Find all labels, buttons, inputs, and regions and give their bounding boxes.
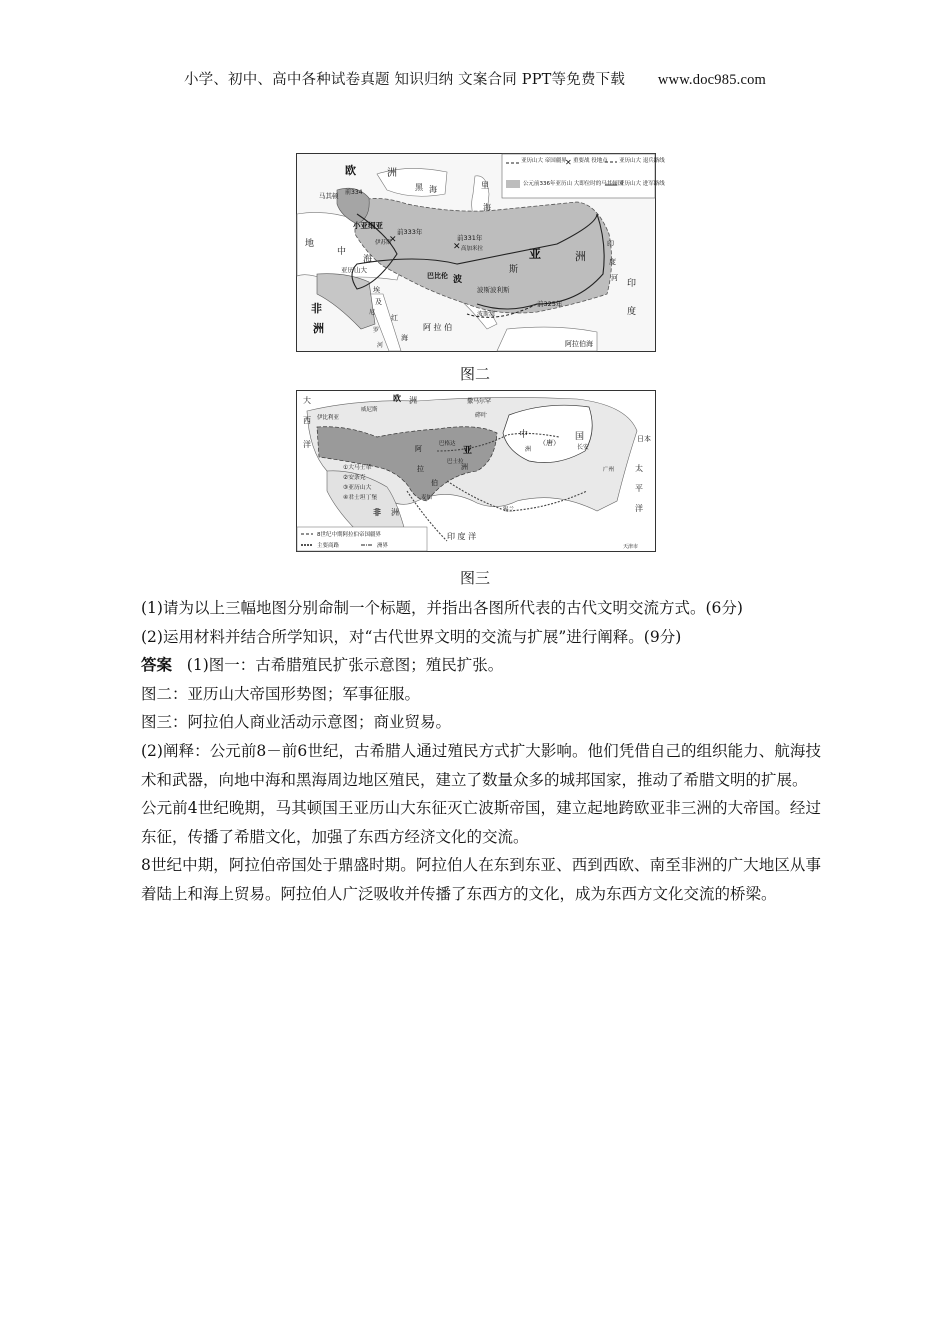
svg-text:亚历山大 帝国疆界 [521, 156, 567, 164]
label-mecca: 麦加 [421, 495, 433, 501]
legend-macedonia-text: 公元前336年亚历山 大即位时的马其顿国 [523, 181, 624, 187]
label-atlantic2: 西 [303, 416, 311, 425]
label-china1: 中 [519, 430, 529, 440]
label-caspian: 里 [481, 181, 489, 190]
label-africa: 非 [311, 302, 322, 315]
label-africa1: 非 [373, 508, 381, 517]
figure3-map [296, 390, 656, 552]
label-arabian-sea: 阿拉伯海 [565, 340, 593, 348]
label-med3: 海 [363, 255, 373, 265]
label-samarkand: 撒马尔罕 [467, 398, 492, 405]
label-alexandria: 亚历山大 [341, 266, 367, 274]
label-persepolis: 波斯波利斯 [477, 286, 510, 294]
label-nile: 尼 [369, 309, 376, 316]
label-indus1: 印 [607, 240, 614, 248]
label-persian-gulf: 波斯湾 [477, 311, 496, 318]
legend-empire-text: 8世纪中期阿拉伯帝国疆界 [317, 532, 382, 538]
figure3-caption: 图三 [459, 569, 490, 587]
label-arabia: 阿 拉 伯 [423, 323, 453, 332]
answer-2-paragraph-2: 公元前4世纪晚期，马其顿国王亚历山大东征灭亡波斯帝国，建立起地跨欧亚非三洲的大帝国。经过东征，传播了希腊文化，加强了东西方经济文化的交流。 [141, 799, 821, 846]
label-indian-ocean: 印 度 洋 [447, 532, 477, 541]
label-year331: 前331年 [457, 234, 483, 242]
legend-route-text: 主要商路 [317, 543, 340, 549]
label-arab2: 拉 [417, 465, 424, 473]
label-venice: 威尼斯 [361, 407, 378, 413]
legend-macedonia-swatch [506, 180, 520, 188]
label-year334: 前334 [345, 189, 363, 196]
legend-battle-icon: ✕ [565, 158, 572, 167]
label-red-sea: 红 [391, 314, 398, 322]
answer-1-line2: 图二：亚历山大帝国形势图；军事征服。 [141, 684, 421, 703]
battle-mark-gaugamela: ✕ [453, 242, 461, 252]
label-japan: 日本 [637, 435, 651, 443]
label-red-sea2: 海 [401, 334, 408, 342]
label-asia2: 洲 [575, 250, 586, 263]
label-egypt: 埃 [373, 286, 380, 294]
label-basra: 巴士拉 [447, 459, 464, 465]
figure2-map [296, 153, 665, 352]
label-babylon: 巴比伦 [427, 272, 448, 280]
label-issus: 伊苏斯 [375, 240, 392, 246]
header-url[interactable]: www.doc985.com [657, 72, 767, 88]
legend-continent-text: 洲界 [377, 543, 389, 549]
label-nile3: 河 [377, 342, 384, 349]
figure2-caption: 图二 [459, 365, 490, 383]
label-guangzhou: 广州 [603, 467, 615, 473]
label-tang: （唐） [539, 439, 560, 447]
answer-label: 答案 [141, 655, 173, 675]
label-iberia: 伊比利亚 [317, 415, 340, 421]
label-pacific2: 平 [635, 484, 643, 493]
label-asia2: 洲 [461, 463, 468, 471]
question-2: (2)运用材料并结合所学知识，对“古代世界文明的交流与扩展”进行阐释。(9分) [141, 627, 682, 646]
answer-line-1 [141, 651, 821, 680]
label-year325: 前325年 [537, 300, 563, 308]
label-china2: 国 [575, 432, 585, 442]
label-asia1: 亚 [529, 247, 542, 261]
legend-retreat-text: 亚历山大 退兵路线 [619, 158, 665, 164]
label-europe2: 洲 [387, 168, 397, 179]
city-list-item: ④君士坦丁堡 [343, 495, 378, 501]
label-atlantic3: 洋 [303, 440, 311, 449]
page-header [0, 68, 950, 89]
label-persia2: 斯 [509, 265, 519, 275]
label-gaugamela: 高加米拉 [461, 246, 484, 252]
legend-border-text: 亚历山大 帝国疆界 [521, 158, 567, 164]
label-europe: 欧 [345, 164, 356, 177]
label-macedonia: 马其顿 [319, 192, 339, 200]
legend-advance-text: 亚历山大 进军路线 [619, 181, 665, 187]
label-suyab: 碎叶 [475, 412, 488, 419]
label-black-sea: 黑 [415, 183, 423, 192]
question-answer-section [141, 594, 821, 909]
label-arab3: 伯 [431, 479, 438, 487]
figure3-credit: 天津市 [623, 544, 639, 550]
city-list-item: ③亚历山大 [343, 485, 372, 491]
label-india2: 度 [627, 307, 637, 317]
legend-battle-text: 重要战 役地点 [573, 158, 608, 164]
city-list-item: ②安条克 [343, 475, 366, 481]
question-1: (1)请为以上三幅地图分别命制一个标题，并指出各图所代表的古代文明交流方式。(6分) [141, 599, 743, 617]
label-europe2: 洲 [409, 396, 417, 405]
label-atlantic1: 大 [303, 396, 311, 405]
label-nile2: 罗 [373, 327, 380, 334]
label-pacific3: 洋 [635, 504, 643, 513]
label-pacific1: 太 [635, 464, 643, 473]
label-med1: 地 [305, 239, 315, 249]
label-arab1: 阿 [415, 445, 422, 453]
answer-2-paragraph-3: 8世纪中期，阿拉伯帝国处于鼎盛时期。阿拉伯人在东到东亚、西到西欧、南至非洲的广大地区从事着陆上和海上贸易。阿拉伯人广泛吸收并传播了东西方的文化，成为东西方文化交流的桥梁。 [141, 856, 821, 903]
label-europe: 欧 [393, 394, 401, 403]
label-persia1: 波 [453, 275, 463, 285]
label-asia1: 亚 [463, 446, 473, 456]
label-year333: 前333年 [397, 228, 423, 236]
label-egypt2: 及 [375, 298, 382, 306]
label-asia-minor: 小亚细亚 [353, 221, 383, 230]
answer-1-line3: 图三：阿拉伯人商业活动示意图；商业贸易。 [141, 713, 452, 732]
label-ceylon: 锡兰 [503, 507, 515, 513]
label-med2: 中 [337, 247, 347, 257]
label-indus2: 度 [609, 258, 616, 266]
battle-mark-issus: ✕ [389, 235, 397, 245]
city-list-item: ①大马士革 [343, 465, 372, 471]
label-africa2: 洲 [391, 508, 399, 517]
label-africa2: 洲 [313, 322, 324, 335]
label-caspian2: 海 [483, 203, 491, 212]
label-black-sea2: 海 [429, 185, 437, 194]
answer-1-line1: (1)图一：古希腊殖民扩张示意图；殖民扩张。 [186, 656, 504, 675]
label-zhongzhou: 洲 [525, 446, 532, 453]
label-chang-an: 长安 [577, 444, 590, 451]
answer-2-paragraph-1: (2)阐释：公元前8－前6世纪，古希腊人通过殖民方式扩大影响。他们凭借自己的组织能力、航海技术和武器，向地中海和黑海周边地区殖民，建立了数量众多的城邦国家，推动了希腊文明的扩展。 [141, 741, 821, 789]
label-baghdad: 巴格达 [439, 441, 456, 447]
header-site-text: 小学、初中、高中各种试卷真题 知识归纳 文案合同 PPT等免费下载 [183, 72, 626, 88]
label-india1: 印 [627, 279, 637, 289]
label-indus3: 河 [611, 274, 618, 282]
